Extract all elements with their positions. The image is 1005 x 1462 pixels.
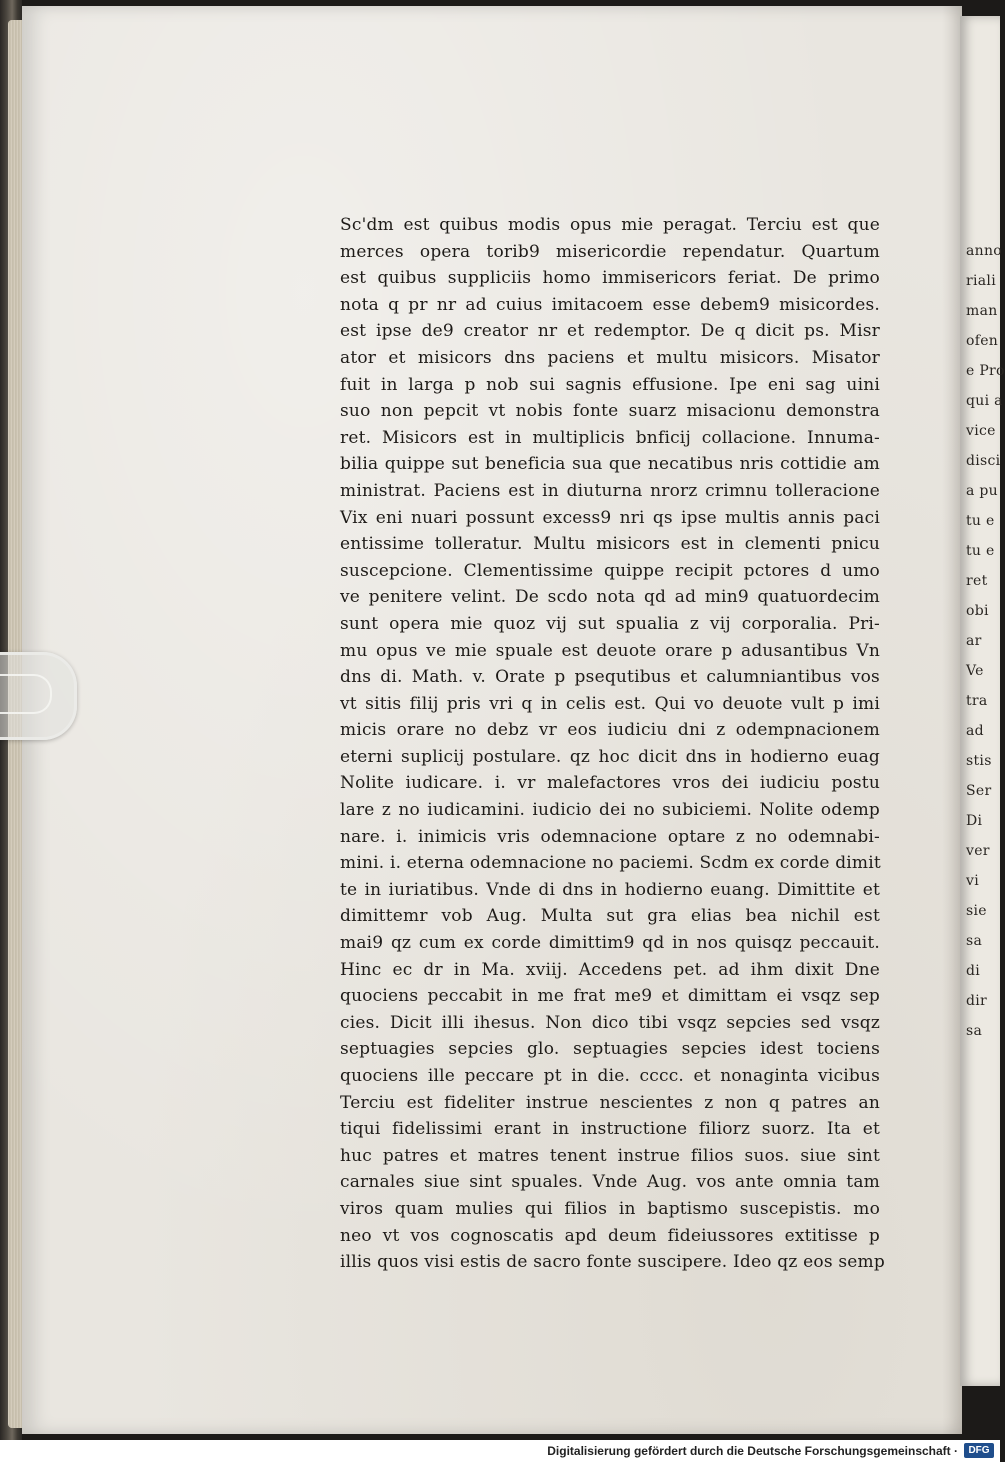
text-line: eterni suplicij postulare. qz hoc dicit dns in hodierno euag — [340, 746, 880, 767]
text-line: fuit in larga p nob sui sagnis effusione. Ipe eni sag uini — [340, 374, 880, 395]
facing-page-fragment: man — [966, 303, 998, 319]
text-line: quociens peccabit in me frat me9 et dimittam ei vsqz sep — [340, 986, 880, 1007]
digitization-credit: Digitalisierung gefördert durch die Deutsche Forschungsgemeinschaft · — [547, 1444, 958, 1458]
facing-page-fragment: riali — [966, 273, 996, 289]
text-line: huc patres et matres tenent instrue filios suos. siue sint — [340, 1145, 880, 1166]
facing-page-fragment: anno — [966, 243, 1003, 259]
text-line: suscepcione. Clementissime quippe recipit pctores d umo — [340, 560, 880, 581]
facing-page-fragment: a pu — [966, 483, 998, 499]
digitization-credit-bar — [0, 1440, 1000, 1462]
text-line: mai9 qz cum ex corde dimittim9 qd in nos quisqz peccauit. — [340, 933, 880, 954]
facing-page-fragment: disci — [966, 453, 1001, 469]
text-line: bilia quippe sut beneficia sua que necatibus nris cottidie am — [340, 454, 880, 475]
text-line: dimittemr vob Aug. Multa sut gra elias bea nichil est — [340, 906, 880, 927]
facing-page-fragment: vice — [966, 423, 996, 439]
text-line: Vix eni nuari possunt excess9 nri qs ipse multis annis paci — [340, 507, 880, 528]
facing-page-fragment: Di — [966, 813, 983, 829]
text-line: entissime tolleratur. Multu misicors est in clementi pnicu — [340, 534, 880, 555]
facing-page-fragment: sa — [966, 1023, 983, 1039]
facing-page-fragment: ofen — [966, 333, 999, 349]
facing-page-fragment: stis — [966, 753, 992, 769]
text-line: Terciu est fideliter instrue nescientes z non q patres an — [340, 1092, 880, 1113]
facing-page-fragment: dir — [966, 993, 988, 1009]
facing-page-fragment: di — [966, 963, 981, 979]
text-line: mu opus ve mie spuale est deuote orare p adusantibus Vn — [340, 640, 880, 661]
text-line: Sc'dm est quibus modis opus mie peragat. Terciu est que — [340, 215, 880, 235]
facing-page-text-fragments — [960, 236, 1005, 1046]
facing-page-fragment: ret — [966, 573, 988, 589]
text-line: vt sitis filij pris vri q in celis est. Qui vo deuote vult p imi — [340, 693, 880, 714]
text-line: neo vt vos cognoscatis apd deum fideiussores extitisse p — [340, 1225, 880, 1246]
text-line: est ipse de9 creator nr et redemptor. De q dicit ps. Misr — [340, 321, 880, 342]
text-line: quociens ille peccare pt in die. cccc. et nonaginta vicibus — [340, 1066, 880, 1086]
text-line: cies. Dicit illi ihesus. Non dico tibi vsqz sepcies sed vsqz — [340, 1012, 880, 1033]
facing-page-fragment: ver — [966, 843, 990, 859]
text-line: carnales siue sint spuales. Vnde Aug. vos ante omnia tam — [340, 1172, 880, 1193]
text-line: ret. Misicors est in multiplicis bnficij collacione. Innuma- — [340, 427, 880, 448]
text-line: ator et misicors dns paciens et multu misicors. Misator — [340, 347, 880, 368]
text-line: merces opera torib9 misericordie rependatur. Quartum — [340, 241, 880, 262]
text-line: te in iuriatibus. Vnde di dns in hodierno euang. Dimittite et — [340, 879, 880, 900]
facing-page-edge — [960, 16, 1005, 1386]
facing-page-fragment: vi — [966, 873, 979, 889]
facing-page-fragment: ar — [966, 633, 982, 649]
page-gutter-shadow — [942, 6, 962, 1434]
text-line: viros quam mulies qui filios in baptismo suscepistis. mo — [340, 1198, 880, 1219]
text-line: Hinc ec dr in Ma. xviij. Accedens pet. ad ihm dixit Dne — [340, 959, 880, 980]
text-line: ve penitere velint. De scdo nota qd ad min9 quatuordecim — [340, 587, 880, 608]
text-line: micis orare no debz vr eos iudiciu dni z odempnacionem — [340, 720, 880, 741]
text-line: lare z no iudicamini. iudicio dei no subiciemi. Nolite odemp — [340, 800, 880, 821]
dfg-logo[interactable]: DFG — [964, 1443, 994, 1458]
text-line: nota q pr nr ad cuius imitacoem esse debem9 misicordes. — [340, 294, 880, 315]
text-line: sunt opera mie quoz vij sut spualia z vij corporalia. Pri- — [340, 613, 880, 634]
facing-page-fragment: ad — [966, 723, 984, 739]
facing-page-fragment: tu e — [966, 543, 995, 559]
text-line: ministrat. Paciens est in diuturna nrorz crimnu tolleracione — [340, 480, 880, 501]
text-line: illis quos visi estis de sacro fonte suscipere. Ideo qz eos semp — [340, 1252, 885, 1273]
facing-page-fragment: sie — [966, 903, 987, 919]
text-line: Nolite iudicare. i. vr malefactores vros dei iudiciu postu — [340, 773, 880, 794]
text-line: mini. i. eterna odemnacione no paciemi. Scdm ex corde dimit — [340, 853, 881, 874]
text-line: est quibus suppliciis homo immisericors feriat. De primo — [340, 268, 880, 289]
text-line: suo non pepcit vt nobis fonte suarz misacionu demonstra — [340, 401, 880, 422]
printed-text-block — [340, 212, 885, 1276]
text-line: nare. i. inimicis vris odemnacione optare z no odemnabi- — [340, 826, 880, 847]
facing-page-fragment: e Pro — [966, 363, 1005, 379]
facing-page-fragment: Ve — [966, 663, 984, 679]
facing-page-fragment: Ser — [966, 783, 992, 799]
facing-page-fragment: tra — [966, 693, 988, 709]
facing-page-fragment: sa — [966, 933, 983, 949]
text-line: dns di. Math. v. Orate p psequtibus et calumniantibus vos — [340, 667, 880, 688]
text-line: tiqui fidelissimi erant in instructione filiorz suorz. Ita et — [340, 1119, 880, 1140]
facing-page-fragment: obi — [966, 603, 989, 619]
facing-page-fragment: qui a — [966, 393, 1003, 409]
bookmark-clip-inner — [0, 674, 52, 714]
facing-page-fragment: tu e — [966, 513, 995, 529]
text-line: septuagies sepcies glo. septuagies sepcies idest tociens — [340, 1039, 880, 1060]
